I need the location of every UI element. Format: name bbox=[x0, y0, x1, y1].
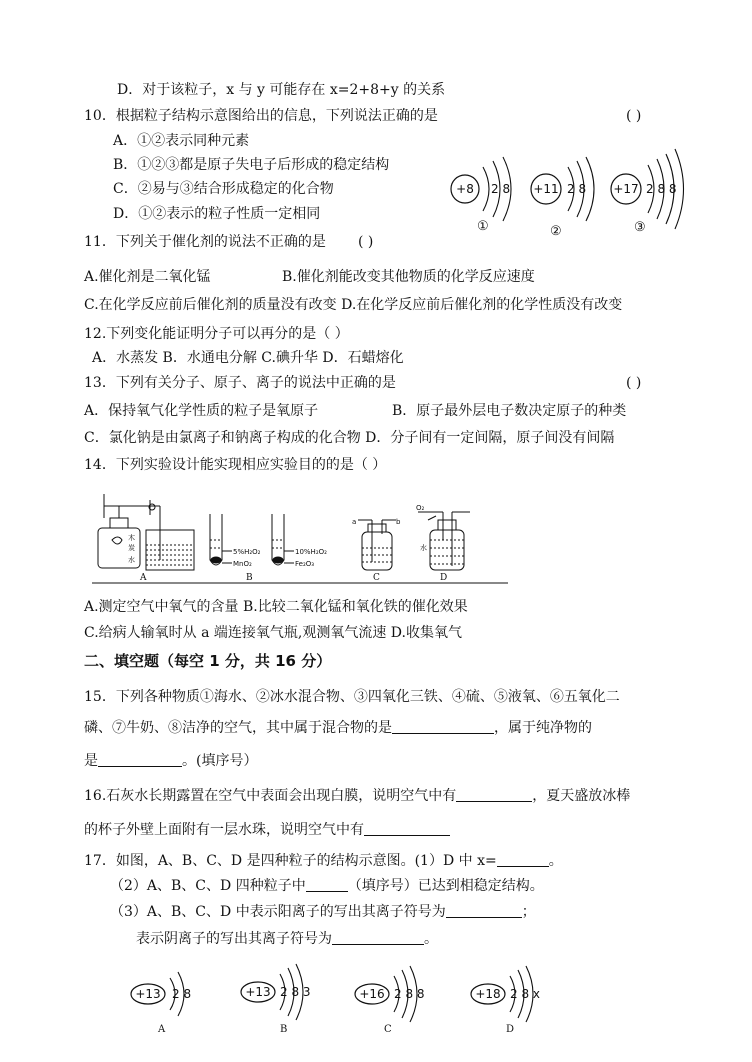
q13-option-b: B．原子最外层电子数决定原子的种类 bbox=[392, 403, 627, 419]
q14-options-ab: A.测定空气中氧气的含量 B.比较二氧化锰和氧化铁的催化效果 bbox=[84, 599, 468, 615]
q16-line-2: 的杯子外壁上面附有一层水珠，说明空气中有 bbox=[84, 821, 450, 839]
svg-text:D: D bbox=[506, 1024, 515, 1035]
svg-text:木: 木 bbox=[128, 534, 135, 542]
q10-stem: 10．根据粒子结构示意图给出的信息，下列说法正确的是 bbox=[84, 108, 438, 124]
q14-stem: 14．下列实验设计能实现相应实验目的的是（ ） bbox=[84, 457, 387, 473]
q11-answer-paren: ( ) bbox=[358, 234, 374, 250]
q16-line-1: 16.石灰水长期露置在空气中表面会出现白膜，说明空气中有 ，夏天盛放冰棒 bbox=[84, 788, 631, 804]
svg-text:②: ② bbox=[550, 224, 562, 239]
svg-text:A: A bbox=[140, 573, 147, 583]
svg-text:5%H₂O₂: 5%H₂O₂ bbox=[233, 548, 261, 556]
q15-line-3: 是 。(填序号） bbox=[84, 753, 258, 769]
q17-line-4: 表示阴离子的写出其离子符号为 。 bbox=[136, 931, 438, 947]
q17-line-2: （2）A、B、C、D 四种粒子中 （填序号）已达到相稳定结构。 bbox=[110, 878, 544, 894]
atom-diagram-c bbox=[355, 966, 425, 1035]
q10-option-b: B．①②③都是原子失电子后形成的稳定结构 bbox=[113, 157, 390, 173]
svg-text:+16: +16 bbox=[359, 987, 385, 1001]
q14-options-cd: C.给病人输氧时从 a 端连接氧气瓶,观测氧气流速 D.收集氧气 bbox=[84, 625, 462, 641]
svg-text:水: 水 bbox=[128, 556, 135, 564]
q12-stem: 12.下列变化能证明分子可以再分的是（ ） bbox=[84, 326, 349, 342]
q11-stem: 11．下列关于催化剂的说法不正确的是 bbox=[84, 234, 326, 250]
q15-line-1: 15．下列各种物质①海水、②冰水混合物、③四氧化三铁、④硫、⑤液氧、⑥五氧化二 bbox=[84, 689, 620, 705]
svg-text:C: C bbox=[373, 573, 380, 583]
q10-answer-paren: ( ) bbox=[626, 108, 642, 124]
q11-option-b: B.催化剂能改变其他物质的化学反应速度 bbox=[282, 269, 535, 285]
q13-option-a: A．保持氧气化学性质的粒子是氧原子 bbox=[84, 403, 319, 419]
svg-text:+13: +13 bbox=[245, 985, 271, 999]
svg-text:2 8 3: 2 8 3 bbox=[280, 985, 311, 999]
svg-text:+17: +17 bbox=[613, 182, 639, 196]
q11-option-a: A.催化剂是二氧化锰 bbox=[84, 269, 211, 285]
svg-text:2 8 x: 2 8 x bbox=[510, 987, 540, 1001]
q13-answer-paren: ( ) bbox=[626, 375, 642, 391]
svg-text:2 8 8: 2 8 8 bbox=[394, 987, 425, 1001]
svg-text:2 8: 2 8 bbox=[172, 987, 192, 1001]
atom-diagram-b bbox=[241, 964, 311, 1035]
atom-diagram-a bbox=[131, 972, 191, 1035]
q15-line-2: 磷、⑦牛奶、⑧洁净的空气，其中属于混合物的是 ，属于纯净物的 bbox=[84, 720, 592, 736]
svg-text:D: D bbox=[440, 573, 448, 583]
svg-text:③: ③ bbox=[634, 220, 646, 235]
svg-text:水: 水 bbox=[420, 544, 427, 552]
svg-text:2 8: 2 8 bbox=[491, 182, 511, 196]
q10-option-a: A．①②表示同种元素 bbox=[113, 133, 250, 149]
svg-text:2 8: 2 8 bbox=[567, 182, 587, 196]
q10-option-d: D．①②表示的粒子性质一定相同 bbox=[113, 206, 321, 222]
svg-text:Fe₂O₃: Fe₂O₃ bbox=[295, 560, 315, 568]
svg-text:+13: +13 bbox=[135, 987, 161, 1001]
svg-text:B: B bbox=[246, 573, 253, 583]
svg-text:a: a bbox=[352, 518, 357, 526]
svg-text:①: ① bbox=[477, 219, 489, 234]
svg-text:A: A bbox=[158, 1024, 166, 1035]
svg-text:2 8 8: 2 8 8 bbox=[646, 182, 677, 196]
svg-text:C: C bbox=[384, 1024, 392, 1035]
q13-options-cd: C．氯化钠是由氯离子和钠离子构成的化合物 D．分子间有一定间隔，原子间没有间隔 bbox=[84, 430, 615, 446]
q12-options: A．水蒸发 B．水通电分解 C.碘升华 D．石蜡熔化 bbox=[92, 350, 404, 366]
q13-stem: 13．下列有关分子、原子、离子的说法中正确的是 bbox=[84, 375, 396, 391]
svg-text:MnO₂: MnO₂ bbox=[233, 560, 252, 568]
svg-text:炭: 炭 bbox=[128, 544, 135, 552]
svg-text:+11: +11 bbox=[533, 182, 559, 196]
svg-text:O₂: O₂ bbox=[416, 504, 425, 512]
svg-text:+8: +8 bbox=[456, 182, 474, 196]
svg-text:B: B bbox=[280, 1024, 288, 1035]
svg-text:+18: +18 bbox=[475, 987, 501, 1001]
q17-line-1: 17．如图，A、B、C、D 是四种粒子的结构示意图。(1）D 中 x= 。 bbox=[84, 853, 563, 869]
q17-line-3: （3）A、B、C、D 中表示阳离子的写出其离子符号为 ； bbox=[110, 904, 536, 920]
q11-options-cd: C.在化学反应前后催化剂的质量没有改变 D.在化学反应前后催化剂的化学性质没有改变 bbox=[84, 297, 623, 313]
svg-text:b: b bbox=[396, 518, 401, 526]
svg-text:10%H₂O₂: 10%H₂O₂ bbox=[295, 548, 327, 556]
section-heading: 二、填空题（每空 1 分，共 16 分） bbox=[84, 652, 332, 670]
q10-option-c: C．②易与③结合形成稳定的化合物 bbox=[113, 181, 334, 197]
atom-diagram-d bbox=[471, 966, 540, 1035]
q9-option-d: D．对于该粒子，x 与 y 可能存在 x=2+8+y 的关系 bbox=[117, 82, 446, 98]
